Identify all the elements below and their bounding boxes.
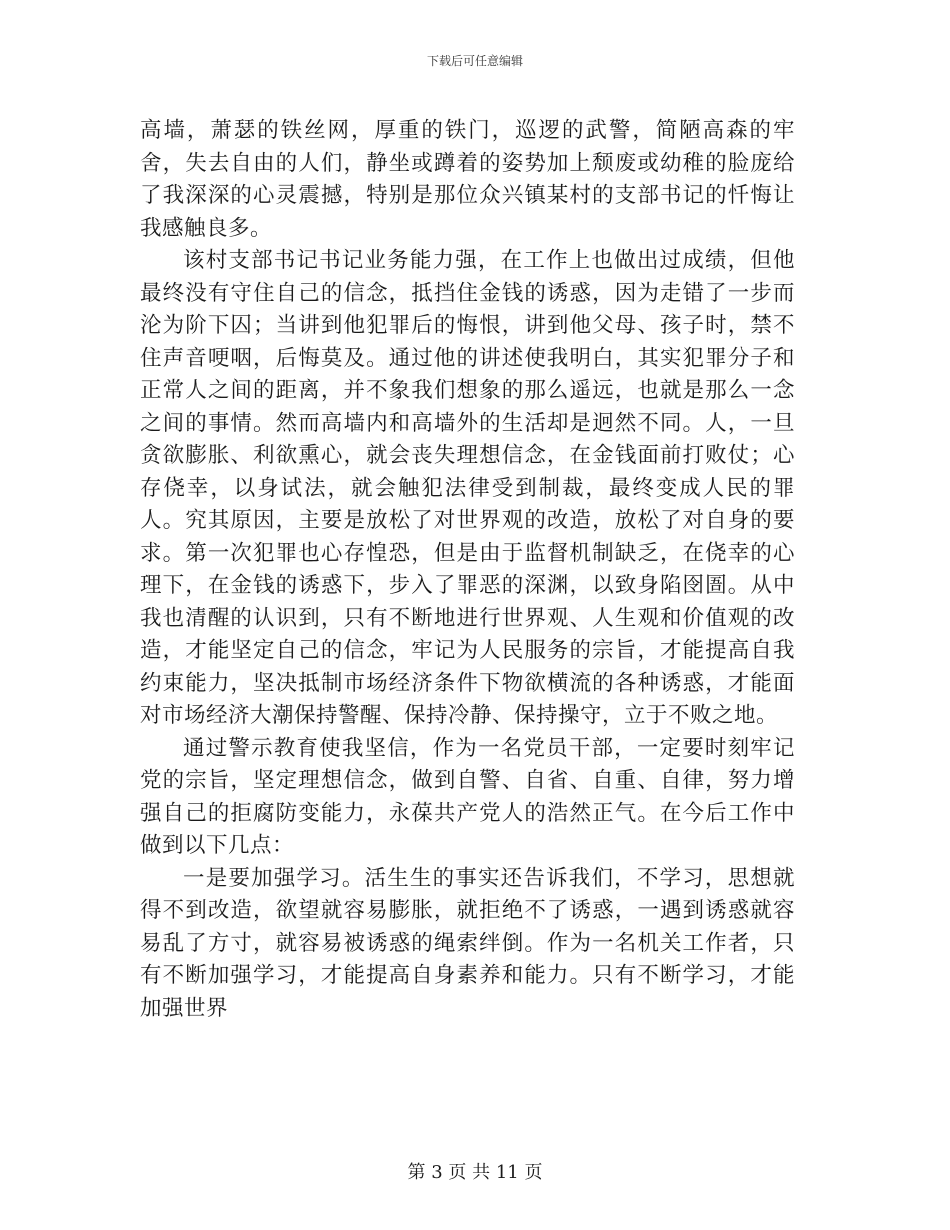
document-body (140, 115, 795, 1025)
page-header: 下载后可任意编辑 (426, 54, 523, 68)
page-number-footer: 第 3 页 共 11 页 (407, 1162, 543, 1183)
paragraph-4: 一是要加强学习。活生生的事实还告诉我们，不学习，思想就得不到改造，欲望就容易膨胀，就拒绝不了诱惑，一遇到诱惑就容易乱了方寸，就容易被诱惑的绳索绊倒。作为一名机关工作者，只有不断加强学习，才能提高自身素养和能力。只有不断学习，才能加强世界 (140, 865, 795, 1021)
paragraph-2: 该村支部书记书记业务能力强，在工作上也做出过成绩，但他最终没有守住自己的信念，抵挡住金钱的诱惑，因为走错了一步而沦为阶下囚；当讲到他犯罪后的悔恨，讲到他父母、孩子时，禁不住声音哽咽，后悔莫及。通过他的讲述使我明白，其实犯罪分子和正常人之间的距离，并不象我们想象的那么遥远，也就是那么一念之间的事情。然而高墙内和高墙外的生活却是迥然不同。人，一旦贪欲膨胀、利欲熏心，就会丧失理想信念，在金钱面前打败仗；心存侥幸，以身试法，就会触犯法律受到制裁，最终变成人民的罪人。究其原因，主要是放松了对世界观的改造，放松了对自身的要求。第一次犯罪也心存惶恐，但是由于监督机制缺乏，在侥幸的心理下，在金钱的诱惑下，步入了罪恶的深渊，以致身陷囹圄。从中我也清醒的认识到，只有不断地进行世界观、人生观和价值观的改造，才能坚定自己的信念，牢记为人民服务的宗旨，才能提高自我约束能力，坚决抵制市场经济条件下物欲横流的各种诱惑，才能面对市场经济大潮保持警醒、保持冷静、保持操守，立于不败之地。 (140, 248, 795, 728)
paragraph-3: 通过警示教育使我坚信，作为一名党员干部，一定要时刻牢记党的宗旨，坚定理想信念，做到自警、自省、自重、自律，努力增强自己的拒腐防变能力，永葆共产党人的浩然正气。在今后工作中做到以下几点： (140, 735, 795, 858)
paragraph-1: 高墙，萧瑟的铁丝网，厚重的铁门，巡逻的武警，简陋高森的牢舍，失去自由的人们，静坐或蹲着的姿势加上颓废或幼稚的脸庞给了我深深的心灵震撼，特别是那位众兴镇某村的支部书记的忏悔让我感触良多。 (140, 118, 795, 241)
